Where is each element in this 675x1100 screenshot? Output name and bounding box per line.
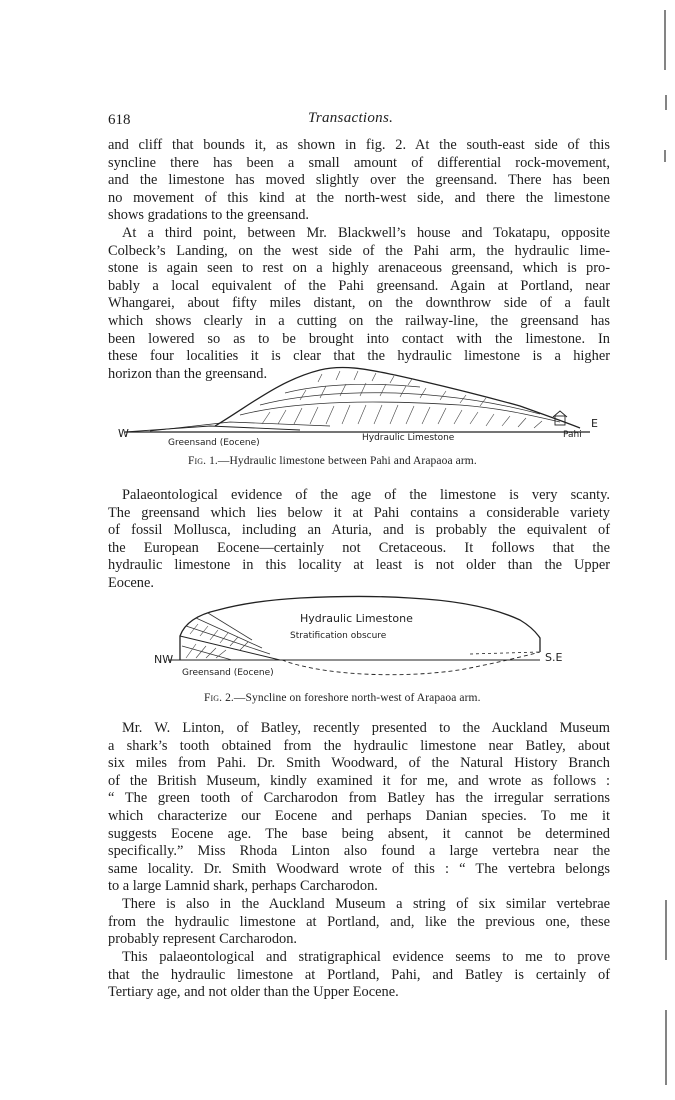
text-line: At a third point, between Mr. Blackwell’s house and Tokatapu, opposite — [122, 225, 610, 241]
figure-2-caption — [204, 692, 481, 704]
text-line: suggests Eocene age. The base being absent, it cannot be determined — [108, 825, 610, 842]
text-line: six miles from Pahi. Dr. Smith Woodward, of the Natural History Branch — [108, 755, 610, 772]
text-line: been lowered so as to be brought into contact with the limestone. In — [108, 330, 610, 347]
text-line: that the hydraulic limestone at Portland, Pahi, and Batley is certainly of — [108, 966, 610, 983]
figure-2-caption-label: Fig. 2. — [204, 692, 234, 704]
stratification-label: Stratification obscure — [290, 631, 387, 641]
compass-nw-label: NW — [154, 653, 174, 666]
text-line: The greensand which lies below it at Pahi contains a considerable variety — [108, 504, 610, 521]
text-line: probably represent Carcharodon. — [108, 931, 298, 948]
paragraph-5 — [108, 896, 610, 949]
compass-se-label: S.E — [545, 651, 563, 664]
compass-e-label: E — [591, 417, 598, 430]
figure-1-caption-label: Fig. 1. — [188, 455, 218, 467]
paragraph-1 — [108, 137, 610, 225]
text-line: stone is again seen to rest on a highly arenaceous greensand, which is pro- — [108, 260, 610, 277]
text-line: and the limestone has moved slightly over the greensand. There has been — [108, 172, 610, 189]
text-line: these four localities it is clear that the hydraulic limestone is a higher — [108, 348, 610, 365]
text-line: no movement of this kind at the north-west side, and there the limestone — [108, 189, 610, 206]
text-line: which shows clearly in a cutting on the railway-line, the greensand has — [108, 312, 610, 329]
paragraph-3 — [108, 487, 610, 593]
figure-1-caption-text: —Hydraulic limestone between Pahi and Arapaoa arm. — [217, 455, 477, 467]
figure-1-caption — [188, 455, 477, 467]
text-line: syncline there has been a small amount of differential rock-movement, — [108, 154, 610, 171]
text-line: of fossil Mollusca, including an Aturia, and is probably the equivalent of — [108, 522, 610, 539]
text-line: to a large Lamnid shark, perhaps Carcharodon. — [108, 878, 378, 895]
scan-edge-artifact — [657, 0, 675, 1100]
text-line: “ The green tooth of Carcharodon from Batley has the irregular serrations — [108, 790, 610, 807]
text-line: of the British Museum, kindly examined it for me, and wrote as follows : — [108, 772, 610, 789]
compass-w-label: W — [118, 427, 129, 440]
greensand-label: Greensand (Eocene) — [168, 438, 260, 448]
text-line: same locality. Dr. Smith Woodward wrote of this : “ The vertebra belongs — [108, 860, 610, 877]
text-line: from the hydraulic limestone at Portland, and, like the previous one, these — [108, 913, 610, 930]
figure-2 — [0, 588, 675, 710]
text-line: horizon than the greensand. — [108, 365, 268, 382]
text-line: Tertiary age, and not older than the Upper Eocene. — [108, 984, 399, 1001]
text-line: Whangarei, about fifty miles distant, on the downthrow side of a fault — [108, 295, 610, 312]
text-line: Colbeck’s Landing, on the west side of the Pahi arm, the hydraulic lime- — [108, 242, 610, 259]
running-title: Transactions. — [308, 110, 394, 126]
text-line: There is also in the Auckland Museum a string of six similar vertebrae — [122, 896, 610, 912]
limestone-label: Hydraulic Limestone — [362, 433, 455, 443]
text-line: hydraulic limestone in this locality at least is not older than the Upper — [108, 557, 610, 574]
text-line: and cliff that bounds it, as shown in fig. 2. At the south-east side of this — [108, 137, 610, 153]
text-line: Mr. W. Linton, of Batley, recently presented to the Auckland Museum — [122, 720, 610, 736]
paragraph-6 — [108, 949, 610, 1002]
figure-1 — [0, 360, 675, 475]
text-line: the European Eocene—certainly not Cretaceous. It follows that the — [108, 539, 610, 556]
figure-2-drawing — [0, 588, 675, 684]
figure-1-drawing — [0, 360, 675, 450]
text-line: Palaeontological evidence of the age of the limestone is very scanty. — [122, 487, 610, 503]
figure-2-caption-text: —Syncline on foreshore north-west of Arapaoa arm. — [233, 692, 481, 704]
text-line: Eocene. — [108, 574, 154, 591]
text-line: which characterize our Eocene and perhaps Danian species. To me it — [108, 807, 610, 824]
text-line: bably a local equivalent of the Pahi greensand. Again at Portland, near — [108, 277, 610, 294]
text-line: a shark’s tooth obtained from the hydraulic limestone near Batley, about — [108, 737, 610, 754]
text-line: This palaeontological and stratigraphical evidence seems to me to prove — [122, 949, 610, 965]
pahi-label: Pahi — [563, 430, 582, 440]
page-number: 618 — [108, 112, 131, 128]
paragraph-4 — [108, 720, 610, 896]
text-line: shows gradations to the greensand. — [108, 207, 310, 224]
greensand-label: Greensand (Eocene) — [182, 668, 274, 678]
text-line: specifically.” Miss Rhoda Linton also found a large vertebra near the — [108, 843, 610, 860]
limestone-label: Hydraulic Limestone — [300, 612, 413, 625]
